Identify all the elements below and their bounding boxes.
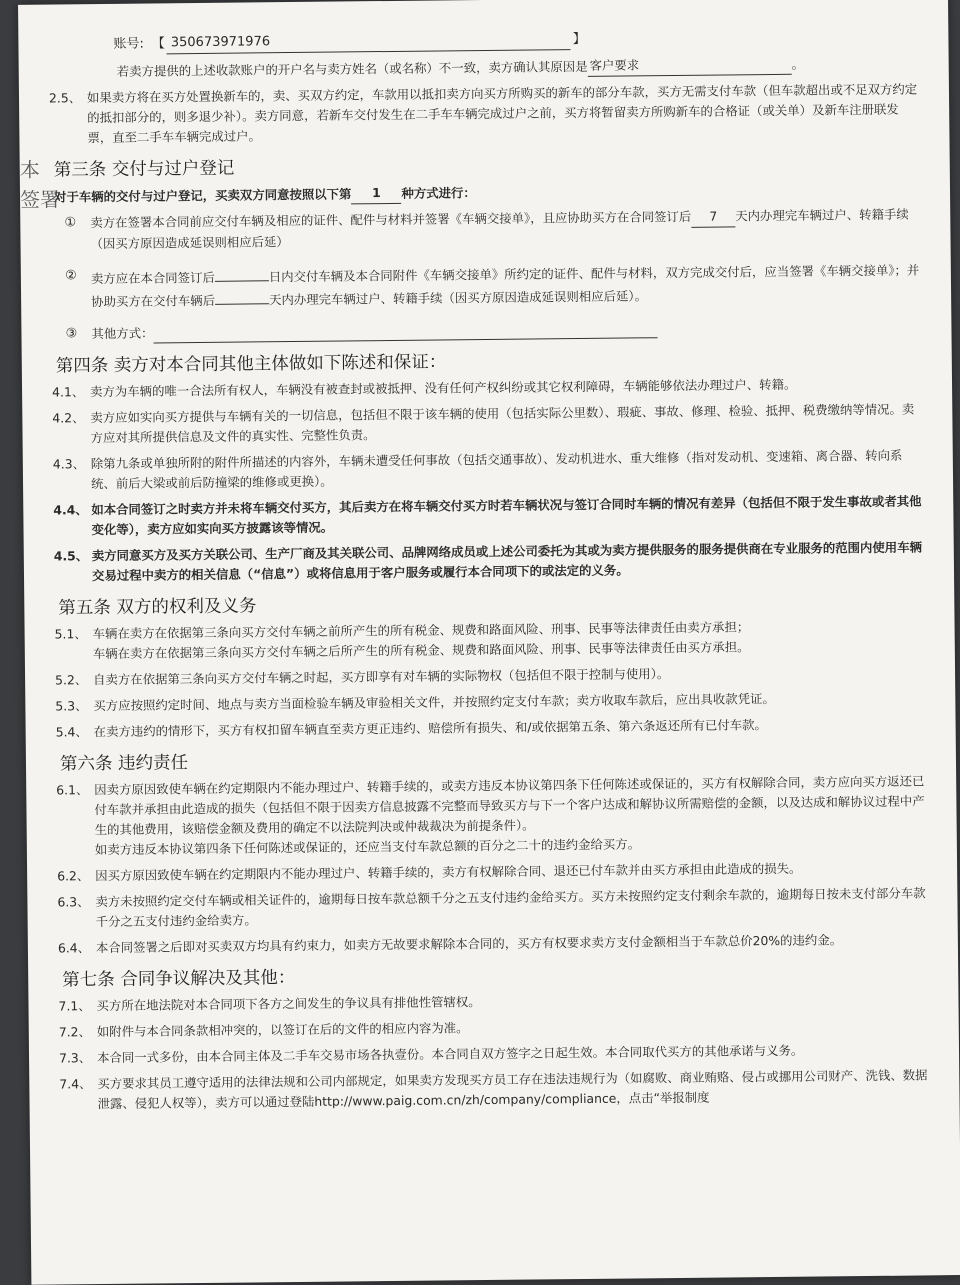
- section-3-item-3: [51, 315, 921, 344]
- intro-pre: 对于车辆的交付与过户登记，买卖双方同意按照以下第: [53, 186, 352, 205]
- clause-text: 买方应按照约定时间、地点与卖方当面检验车辆及审验相关文件，并按照约定支付车款；卖方收取车款后，应出具收款凭证。: [93, 690, 775, 714]
- item-number: ②: [64, 268, 77, 284]
- clause-2-5: [49, 79, 920, 148]
- clause-4-4: [53, 491, 923, 540]
- item-number: ①: [64, 215, 77, 231]
- reason-line: [117, 52, 919, 81]
- account-close-bracket: 】: [572, 31, 586, 48]
- clause-text: 如本合同签订之时卖方并未将车辆交付买方，其后卖方在将车辆交付买方时若车辆状况与签订合同时车辆的情况有差异（包括但不限于发生事故或者其他变化等），卖方应如实向买方披露该等情况。: [91, 493, 922, 538]
- clause-text-line-1: 车辆在卖方在依据第三条向买方交付车辆之前所产生的所有税金、规费和路面风险、刑事、民事等法律责任由卖方承担；: [92, 619, 750, 642]
- clause-number: 6.2、: [57, 868, 90, 884]
- intro-post: 种方式进行：: [401, 185, 476, 201]
- clause-text: 卖方为车辆的唯一合法所有权人，车辆没有被查封或被抵押、没有任何产权纠纷或其它权利障碍，车辆能够依法办理过户、转籍。: [90, 376, 797, 400]
- clause-6-4: [58, 929, 928, 958]
- clause-text-line-2: 如卖方违反本协议第四条下任何陈述或保证的，还应当支付车款总额的百分之二十的违约金给买方。: [94, 836, 641, 858]
- clause-number: 5.4、: [55, 724, 88, 740]
- section-3-intro: [54, 177, 920, 207]
- clause-5-1: [55, 615, 925, 664]
- clause-text-line-1: 因卖方原因致使车辆在约定期限内不能办理过户、转籍手续的，或卖方违反本协议第四条下任何陈述或保证的，买方有权解除合同，卖方应向买方返还已付车款并承担由此造成的损失（包括但不限于因卖方信息披露不完整而导致买方与下一个客户达成和解协议所需赔偿的金额，以及达成和解协议过程中产生的其他费用，该赔偿金额及费用的确定不以法院判决或仲裁裁决为前提条件）。: [94, 773, 925, 838]
- bleed-char-1: 本: [19, 157, 40, 182]
- clause-text: 除第九条或单独所附的附件所描述的内容外，车辆未遭受任何事故（包括交通事故）、发动机进水、重大维修（指对发动机、变速箱、离合器、转向系统、前后大梁或前后防撞梁的维修或更换）。: [90, 447, 903, 492]
- clause-text: [94, 771, 927, 860]
- item-text: [91, 257, 921, 312]
- clause-5-3: [55, 687, 925, 716]
- item-post: 天内办理完车辆过户、转籍手续（因买方原因造成延误则相应后延）: [90, 206, 909, 252]
- clause-text: 买方要求其员工遵守适用的法律法规和公司内部规定，如果卖方发现买方员工存在违法违规行为（如腐败、商业贿赂、侵占或挪用公司财产、洗钱、数据泄露、侵犯人权等），卖方可以通过登陆http://www.paig.com.cn/zh/company/compliance，点击“举报制度: [97, 1067, 928, 1112]
- clause-text: 买方所在地法院对本合同项下各方之间发生的争议具有排他性管辖权。: [96, 994, 481, 1014]
- contract-content: [48, 25, 929, 1120]
- clause-number: 6.4、: [57, 940, 91, 956]
- clause-4-3: [53, 445, 923, 494]
- clause-number: 5.3、: [55, 698, 88, 714]
- clause-5-2: [55, 661, 925, 690]
- clause-text: 因买方原因致使车辆在约定期限内不能办理过户、转籍手续的，卖方有权解除合同、退还已付车款并由买方承担由此造成的损失。: [95, 860, 802, 884]
- clause-number: 6.1、: [56, 782, 89, 798]
- clause-number: 4.3、: [52, 456, 86, 472]
- section-3-item-2: [51, 257, 921, 312]
- clause-number: 5.1、: [54, 626, 87, 642]
- account-open-bracket: 【: [151, 36, 165, 52]
- clause-text-line-2: 车辆在卖方在依据第三条向买方交付车辆之后所产生的所有税金、规费和路面风险、刑事、民事等法律责任由买方承担。: [92, 639, 750, 662]
- clause-text: 如果卖方将在买方处置换新车的，卖、买双方约定，车款用以抵扣卖方向买方所购买的新车的部分车款，买方无需支付车款（但车款超出或不足双方约定的抵扣部分的，则多退少补）。卖方同意，若新车交付发生在二手车车辆完成过户之前，买方将暂留卖方所购新车的合格证（或关单）及新车注册联发票，直至二手车车辆完成过户。: [86, 81, 918, 146]
- clause-number: 5.2、: [55, 672, 88, 688]
- clause-number: 7.2、: [58, 1024, 91, 1040]
- item-pre: 卖方在签署本合同前应交付车辆及相应的证件、配件与材料并签署《车辆交接单》，且应协助买方在合同签订后: [90, 208, 692, 231]
- clause-number: 7.3、: [58, 1050, 92, 1066]
- clause-number: 7.1、: [58, 998, 91, 1014]
- clause-number: 6.3、: [57, 894, 90, 910]
- clause-4-5: [54, 537, 924, 586]
- clause-6-3: [57, 883, 927, 932]
- clause-text: [93, 615, 925, 664]
- clause-text: 本合同签署之后即对买卖双方均具有约束力，如卖方无故要求解除本合同的，买方有权要求卖方支付金额相当于车款总价20%的违约金。: [95, 932, 843, 956]
- item-mid: 日内交付车辆及本合同附件《车辆交接单》所约定的证件、配件与材料，双方完成交付后，应当签署《车辆交接单》；并协助买方在交付车辆后: [91, 262, 920, 310]
- section-4-title: 第四条 卖方对本合同其他主体做如下陈述和保证：: [55, 352, 447, 377]
- clause-6-2: [57, 857, 927, 886]
- bleed-char-2: 签署: [19, 187, 61, 212]
- clause-number: 2.5、: [48, 90, 82, 106]
- clause-text: 如附件与本合同条款相冲突的，以签订在后的文件的相应内容为准。: [96, 1020, 469, 1040]
- clause-4-1: [52, 373, 922, 402]
- clause-number: 4.1、: [52, 384, 85, 400]
- section-3-item-1: [50, 204, 920, 254]
- account-line: [113, 25, 918, 54]
- item-pre: 其他方式：: [91, 325, 154, 342]
- clause-text: 卖方应如实向买方提供与车辆有关的一切信息，包括但不限于该车辆的使用（包括实际公里数）、瑕疵、事故、修理、检验、抵押、税费缴纳等情况。卖方应对其所提供信息及文件的真实性、完整性负责。: [90, 401, 915, 446]
- clause-number: 4.5、: [53, 548, 89, 564]
- clause-7-4: [59, 1065, 929, 1114]
- item-text: [91, 315, 921, 344]
- item-pre: 卖方应在本合同签订后: [90, 269, 215, 287]
- clause-7-2: [59, 1013, 929, 1042]
- clause-number: 7.4、: [59, 1076, 92, 1092]
- contract-page: [18, 0, 960, 1285]
- item-post: 天内办理完车辆过户、转籍手续（因买方原因造成延误则相应后延）。: [268, 288, 648, 308]
- clause-number: 4.2、: [52, 410, 85, 426]
- reason-value: 客户要求: [587, 54, 791, 77]
- clause-4-2: [52, 399, 922, 448]
- reason-text: 若卖方提供的上述收款账户的开户名与卖方姓名（或名称）不一致，卖方确认其原因是: [116, 58, 588, 79]
- clause-text: 卖方同意买方及买方关联公司、生产厂商及其关联公司、品牌网络成员或上述公司委托为其或为卖方提供服务的服务提供商在专业服务的范围内使用车辆交易过程中卖方的相关信息（“信息”）或将信息用于客户服务或履行本合同项下的或法定的义务。: [91, 539, 923, 584]
- transfer-days-blank: [215, 287, 269, 305]
- clause-number: 4.4、: [53, 502, 88, 518]
- reason-end: 。: [791, 56, 805, 72]
- clause-text: 自卖方在依据第三条向买方交付车辆之时起，买方即享有对车辆的实际物权（包括但不限于控制与使用）。: [93, 666, 670, 688]
- intro-value: 1: [351, 183, 401, 205]
- section-6-title: 第六条 违约责任: [59, 753, 189, 775]
- account-label: 账号:: [113, 36, 144, 52]
- account-number: 350673971976: [167, 29, 571, 54]
- clause-7-3: [59, 1039, 929, 1068]
- clause-text: 卖方未按照约定交付车辆或相关证件的，逾期每日按车款总额千分之五支付违约金给买方。买方未按照约定支付剩余车款的，逾期每日按未支付部分车款千分之五支付违约金给卖方。: [95, 885, 926, 930]
- days-value: 7: [691, 206, 735, 227]
- clause-text: 在卖方违约的情形下，买方有权扣留车辆直至卖方更正违约、赔偿所有损失、和/或依据第五条、第六条返还所有已付车款。: [93, 717, 767, 740]
- clause-6-1: [56, 771, 927, 860]
- item-number: ③: [65, 326, 78, 342]
- other-method-blank: [153, 321, 657, 343]
- delivery-days-blank: [215, 264, 269, 282]
- section-3-title: 第三条 交付与过户登记: [53, 158, 235, 181]
- clause-text: 本合同一式多份，由本合同主体及二手车交易市场各执壹份。本合同自双方签字之日起生效。本合同取代买方的其他承诺与义务。: [96, 1042, 804, 1066]
- item-text: [90, 204, 920, 254]
- clause-7-1: [58, 987, 928, 1016]
- section-7-title: 第七条 合同争议解决及其他：: [62, 968, 296, 991]
- clause-5-4: [56, 713, 926, 742]
- section-5-title: 第五条 双方的权利及义务: [58, 596, 257, 619]
